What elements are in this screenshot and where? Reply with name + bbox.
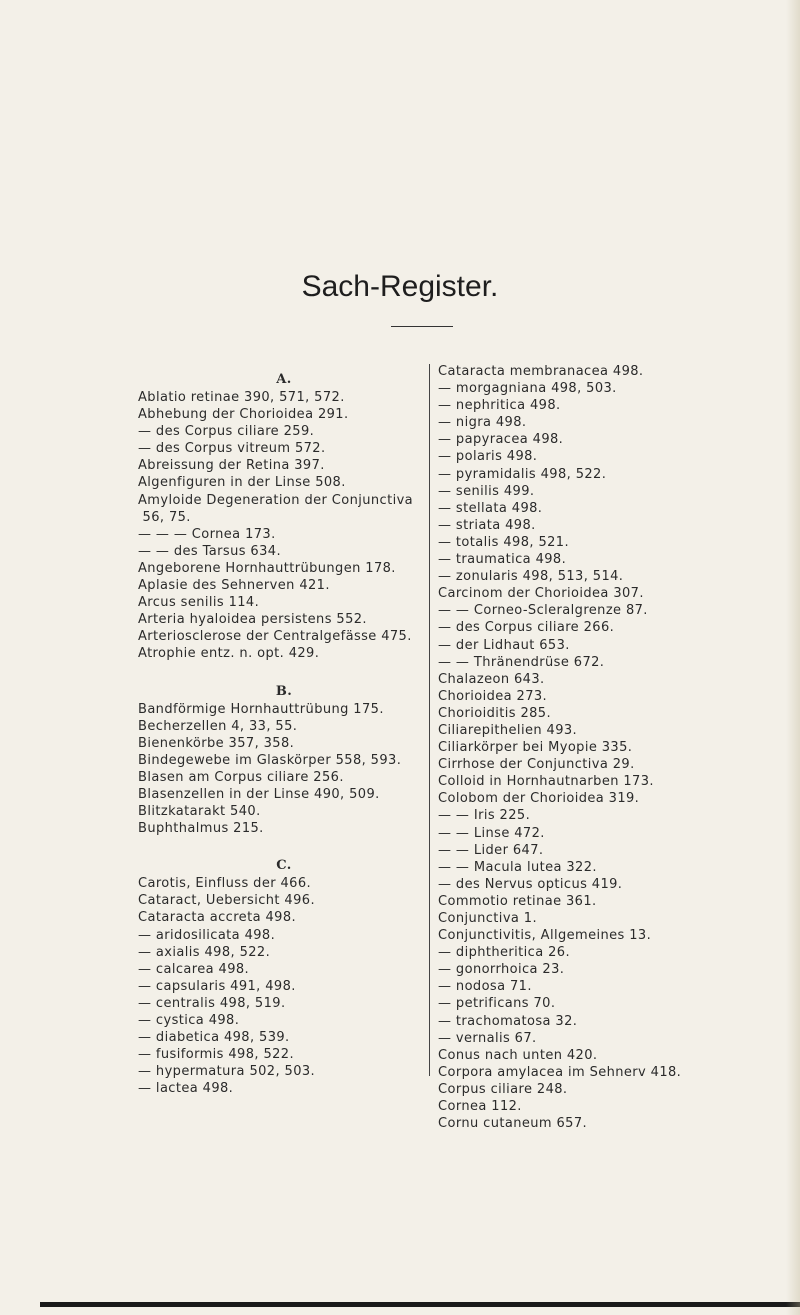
index-entry: — calcarea 498. xyxy=(138,961,250,977)
index-entry: Chorioiditis 285. xyxy=(438,705,552,721)
page-title: Sach-Register. xyxy=(301,270,499,303)
index-entry: Arcus senilis 114. xyxy=(138,595,260,611)
index-entry: Abhebung der Chorioidea 291. xyxy=(138,407,349,423)
index-entry: — — Thränendrüse 672. xyxy=(438,654,605,670)
title-rule xyxy=(391,326,453,327)
index-column-left xyxy=(138,370,430,1097)
index-entry: — traumatica 498. xyxy=(438,552,567,568)
index-entry: Commotio retinae 361. xyxy=(438,893,597,909)
index-entry: Blasenzellen in der Linse 490, 509. xyxy=(138,786,380,802)
index-entry: — — Iris 225. xyxy=(438,808,531,824)
index-entry: Becherzellen 4, 33, 55. xyxy=(138,718,298,734)
index-entry: Atrophie entz. n. opt. 429. xyxy=(138,646,320,662)
index-entry: Chorioidea 273. xyxy=(438,688,548,704)
index-entry: — des Corpus vitreum 572. xyxy=(138,441,326,457)
index-entry: — morgagniana 498, 503. xyxy=(438,381,617,397)
index-entry: Arteria hyaloidea persistens 552. xyxy=(138,612,367,628)
index-entry: Corpus ciliare 248. xyxy=(438,1081,568,1097)
index-entry: Bandförmige Hornhauttrübung 175. xyxy=(138,701,384,717)
index-entry: — axialis 498, 522. xyxy=(138,944,271,960)
section-b-entries xyxy=(138,701,430,838)
index-entry: Cataracta accreta 498. xyxy=(138,910,297,926)
index-entry: Colobom der Chorioidea 319. xyxy=(438,791,640,807)
index-entry: Cataract, Uebersicht 496. xyxy=(138,893,315,909)
index-entry: — des Nervus opticus 419. xyxy=(438,876,623,892)
index-entry: — diphtheritica 26. xyxy=(438,945,571,961)
section-letter-b: B. xyxy=(275,683,293,699)
index-entry: Cataracta membranacea 498. xyxy=(438,364,644,379)
index-entry: — diabetica 498, 539. xyxy=(138,1030,290,1046)
index-entry: — capsularis 491, 498. xyxy=(138,978,296,994)
index-entry: — — Corneo-Scleralgrenze 87. xyxy=(438,603,648,619)
index-entry: Algenfiguren in der Linse 508. xyxy=(138,475,346,491)
index-column-right xyxy=(438,363,758,1132)
index-entry: Conus nach unten 420. xyxy=(438,1047,598,1063)
index-entry: — centralis 498, 519. xyxy=(138,995,286,1011)
index-entry: Ciliarepithelien 493. xyxy=(438,722,578,738)
index-entry: — des Corpus ciliare 259. xyxy=(138,424,315,440)
index-entry: — nodosa 71. xyxy=(438,979,532,995)
index-entry: — — Macula lutea 322. xyxy=(438,859,597,875)
index-entry: — zonularis 498, 513, 514. xyxy=(438,569,624,585)
index-entry: — fusiformis 498, 522. xyxy=(138,1047,294,1063)
index-entry: Carcinom der Chorioidea 307. xyxy=(438,586,644,602)
index-entry: — des Corpus ciliare 266. xyxy=(438,620,615,636)
index-entry: — petrificans 70. xyxy=(438,996,556,1012)
index-entry: — nephritica 498. xyxy=(438,398,561,414)
section-spacer xyxy=(138,663,430,682)
index-entry: — hypermatura 502, 503. xyxy=(138,1064,316,1080)
index-entry: — trachomatosa 32. xyxy=(438,1013,578,1029)
index-entry: — — des Tarsus 634. xyxy=(138,543,281,559)
index-entry: — totalis 498, 521. xyxy=(438,534,569,550)
section-letter-c: C. xyxy=(276,858,292,874)
index-entry: Cornu cutaneum 657. xyxy=(438,1116,588,1132)
index-entry: — lactea 498. xyxy=(138,1081,234,1097)
section-c-entries xyxy=(138,875,430,1097)
index-entry: Ablatio retinae 390, 571, 572. xyxy=(138,390,345,405)
index-entry: Arteriosclerose der Centralgefässe 475. xyxy=(138,629,412,645)
index-entry: Blasen am Corpus ciliare 256. xyxy=(138,769,344,785)
index-entry: — — Lider 647. xyxy=(438,842,544,858)
index-entry: Corpora amylacea im Sehnerv 418. xyxy=(438,1064,682,1080)
index-entry: — nigra 498. xyxy=(438,415,527,431)
index-entry: Aplasie des Sehnerven 421. xyxy=(138,578,330,594)
index-entry: Ciliarkörper bei Myopie 335. xyxy=(438,740,633,756)
index-entry: Cirrhose der Conjunctiva 29. xyxy=(438,757,635,773)
index-entry: Buphthalmus 215. xyxy=(138,821,264,837)
index-entry: — polaris 498. xyxy=(438,449,538,465)
index-entry: — stellata 498. xyxy=(438,500,543,516)
index-entry: Abreissung der Retina 397. xyxy=(138,458,325,474)
index-entry: — der Lidhaut 653. xyxy=(438,637,570,653)
index-entry: — — — Cornea 173. xyxy=(138,526,276,542)
index-entry: Cornea 112. xyxy=(438,1099,522,1115)
index-entry: — striata 498. xyxy=(438,517,536,533)
index-entry: Bienenkörbe 357, 358. xyxy=(138,735,295,751)
index-entry: — aridosilicata 498. xyxy=(138,927,276,943)
index-entry: — — Linse 472. xyxy=(438,825,545,841)
index-entry: Amyloide Degeneration der Conjunctiva xyxy=(138,492,414,508)
index-entry: — gonorrhoica 23. xyxy=(438,962,565,978)
index-entry: — vernalis 67. xyxy=(438,1030,537,1046)
section-letter-a: A. xyxy=(276,372,292,387)
index-entry: — pyramidalis 498, 522. xyxy=(438,466,607,482)
index-entry: — papyracea 498. xyxy=(438,432,564,448)
index-entry: Chalazeon 643. xyxy=(438,671,545,687)
index-entry: — senilis 499. xyxy=(438,483,535,499)
index-entry: Blitzkatarakt 540. xyxy=(138,804,261,820)
section-a-entries xyxy=(138,389,430,663)
index-entry: Conjunctivitis, Allgemeines 13. xyxy=(438,928,652,944)
index-entry: — cystica 498. xyxy=(138,1013,240,1028)
index-entry: Bindegewebe im Glaskörper 558, 593. xyxy=(138,752,402,768)
index-entry: Colloid in Hornhautnarben 173. xyxy=(438,774,654,790)
page-edge-shadow xyxy=(786,0,800,1315)
column-divider xyxy=(429,364,430,1076)
page-bottom-edge xyxy=(40,1302,800,1307)
index-entry: Carotis, Einfluss der 466. xyxy=(138,876,312,892)
index-entry: Angeborene Hornhauttrübungen 178. xyxy=(138,560,396,576)
index-entry: Conjunctiva 1. xyxy=(438,911,538,926)
section-spacer xyxy=(138,837,430,856)
index-entry: 56, 75. xyxy=(138,509,191,525)
